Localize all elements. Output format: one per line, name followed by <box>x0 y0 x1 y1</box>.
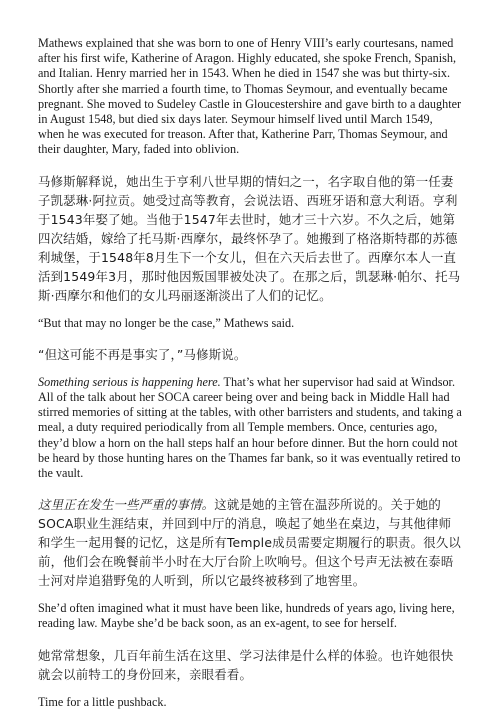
paragraph-4-chinese: 她常常想象，几百年前生活在这里、学习法律是什么样的体验。也许她很快就会以前特工的身份回来，亲眼看看。 <box>38 647 454 682</box>
paragraph-1-chinese: 马修斯解释说，她出生于亨利八世早期的情妇之一，名字取自他的第一任妻子凯瑟琳·阿拉贡。她受过高等教育，会说法语、西班牙语和意大利语。亨利于1543年娶了她。当他于1547年去世时，她才三十六岁。不久之后，她第四次结婚，嫁给了托马斯·西摩尔，最终怀孕了。她搬到了格洛斯特郡的苏德利城堡，于1548年8月生下一个女儿，但在六天后去世了。西摩尔本人一直活到1549年3月，那时他因叛国罪被处决了。在那之后，凯瑟琳·帕尔、托马斯·西摩尔和他们的女儿玛丽逐渐淡出了人们的记忆。 <box>38 173 461 303</box>
paragraph-3-chinese-emphasis: 这里正在发生一些严重的事情。 <box>38 497 215 513</box>
paragraph-3-chinese-text: 这就是她的主管在温莎所说的。关于她的SOCA职业生涯结束，并回到中厅的消息，唤起了她坐在桌边，与其他律师和学生一起用餐的记忆，这是所有Temple成员需要定期履行的职责。很久以前，他们会在晚餐前半小时在大厅台阶上吹响号。但这个号声无法被在泰晤士河对岸追猎野兔的人听到，所以它最终被移到了地窖里。 <box>38 497 462 589</box>
paragraph-3-english-emphasis: Something serious is happening here. <box>38 374 221 389</box>
paragraph-3-english-text: That’s what her supervisor had said at Windsor. All of the talk about her SOCA career being over and being back in Middle Hall had stirred memories of sitting at the tables, with other barristers and students, and taking a meal, a duty required periodically from all Temple members. Once, centuries ago, they’d blow a horn on the hall steps half an hour before dinner. But the horn could not be heard by those hunting hares on the Thames far bank, so it was eventually retired to the vault. <box>38 374 462 481</box>
paragraph-4-english: She’d often imagined what it must have been like, hundreds of years ago, living here, reading law. Maybe she’d be back soon, as an ex-agent, to see for herself. <box>38 601 455 631</box>
paragraph-2-english: “But that may no longer be the case,” Mathews said. <box>38 315 295 330</box>
paragraph-3-english <box>38 375 462 481</box>
paragraph-5-english: Time for a little pushback. <box>38 694 167 709</box>
paragraph-3-chinese <box>38 495 462 590</box>
paragraph-1-english: Mathews explained that she was born to one of Henry VIII’s early courtesans, named after his first wife, Katherine of Aragon. Highly educated, she spoke French, Spanish, and Italian. Henry married her in 1543. When he died in 1547 she was but thirty-six. Shortly after she married a fourth time, to Thomas Seymour, and eventually became pregnant. She moved to Sudeley Castle in Gloucestershire and gave birth to a daughter in August 1548, but died six days later. Seymour himself lived until March 1549, when he was executed for treason. After that, Katherine Parr, Thomas Seymour, and their daughter, Mary, faded into oblivion. <box>38 36 462 157</box>
paragraph-2-chinese: “但这可能不再是事实了，”马修斯说。 <box>38 346 247 362</box>
